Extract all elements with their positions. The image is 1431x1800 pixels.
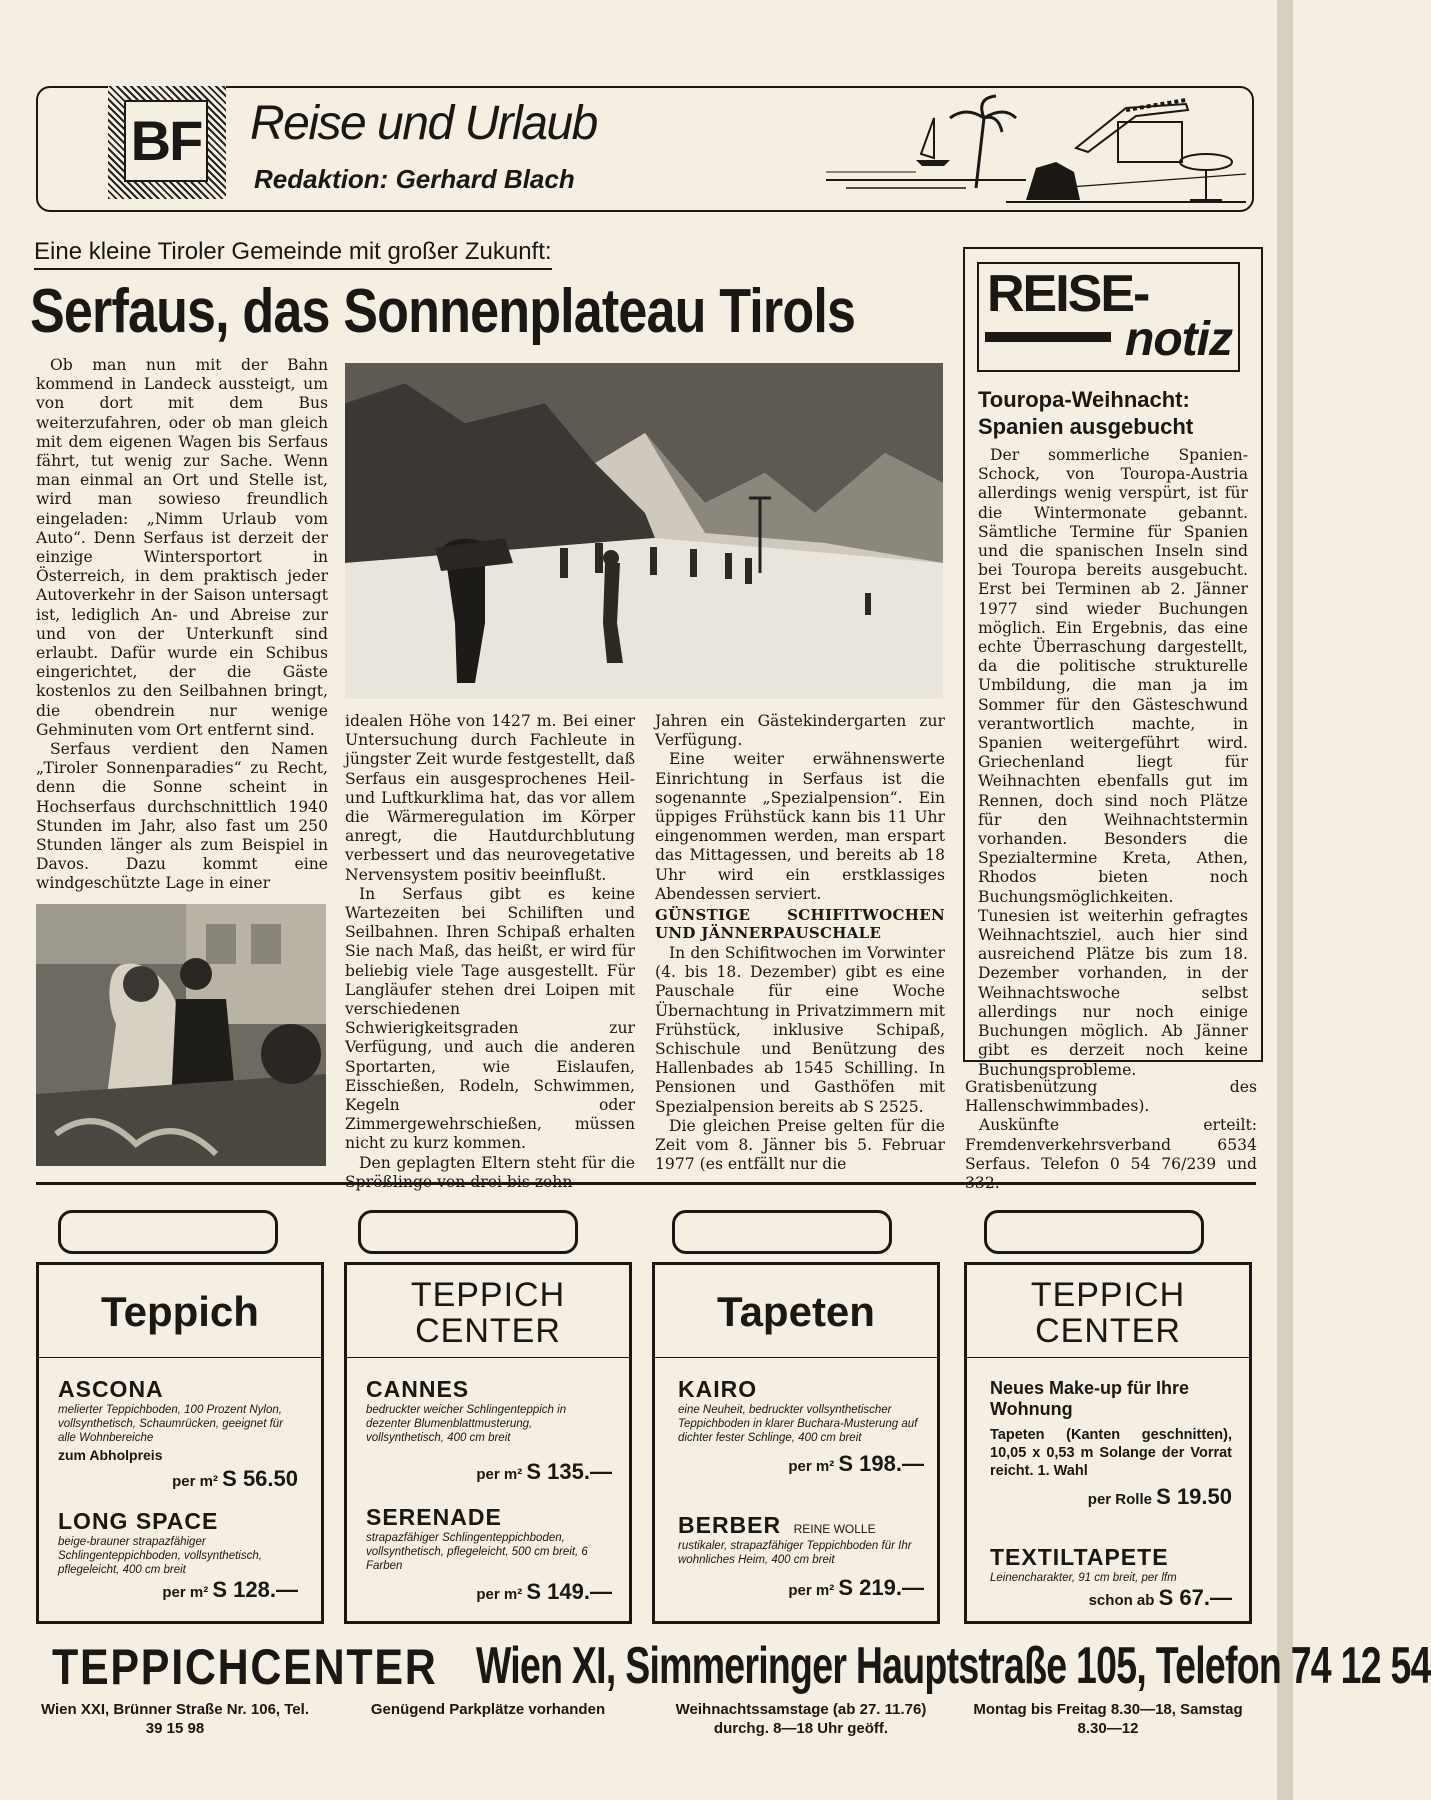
ad-ascona (58, 1376, 298, 1492)
product-name: TEXTILTAPETE (990, 1544, 1169, 1570)
notiz-logo-line2: notiz (1125, 313, 1232, 366)
skiers-photo (345, 363, 943, 699)
product-desc: rustikaler, strapazfähiger Teppichboden für Ihr wohnliches Heim, 400 cm breit (678, 1540, 912, 1566)
ad-textiltapete (990, 1544, 1232, 1611)
product-name: LONG SPACE (58, 1508, 219, 1534)
promo-title: Neues Make-up für Ihre Wohnung (990, 1378, 1190, 1419)
ad-label-tapeten: Tapeten (652, 1262, 940, 1360)
paragraph: In den Schifitwochen im Vorwinter (4. bis 18. Dezember) gibt es eine Pauschale für eine Woche Übernachtung in Privatzimmern mit Frühstück, inklusive Schipaß, Schischule und Benützung des Hallenbades ab 1545 Schilling. In Pensionen und Gasthöfen mit Spezialpension bereits ab S 2525. (655, 944, 945, 1116)
product-price: per m² S 149.— (476, 1579, 612, 1604)
product-price: per m² S 198.— (788, 1451, 924, 1476)
ad-kairo (678, 1376, 924, 1477)
ad-label-teppich-center (964, 1262, 1252, 1360)
paragraph: Eine weiter erwähnenswerte Einrichtung in Serfaus ist die sogenannte „Spezialpension“. Ein üppiges Frühstück kann bis 11 Uhr eingenommen werden, man erspart das Mittagessen, und bereits ab 18 Uhr wird ein erstklassiges Abendessen serviert. (655, 750, 945, 903)
product-name: CANNES (366, 1376, 470, 1402)
product-price: per m² S 135.— (476, 1459, 612, 1484)
ad-label-teppich-center (344, 1262, 632, 1360)
ad-berber (678, 1512, 924, 1601)
product-desc: melierter Teppichboden, 100 Prozent Nylon, vollsynthetisch, Schaumrücken, geeignet für alle Wohnbereiche (58, 1404, 284, 1444)
article-column-3 (655, 712, 945, 1174)
product-name: ASCONA (58, 1376, 164, 1402)
paragraph: Den geplagten Eltern steht für die Sprößlinge von drei bis zehn (345, 1153, 635, 1191)
product-name: BERBER (678, 1512, 782, 1538)
article-column-1 (36, 356, 328, 894)
paragraph: In Serfaus gibt es keine Wartezeiten bei Schiliften und Seilbahnen. Ihren Schipaß erhalten Sie nach Maß, das heißt, er wird für beliebig viele Tage ausgestellt. Für Langläufer stehen drei Loipen mit verschiedenen Schwierigkeitsgraden zur Verfügung, und auch die anderen Sportarten, wie Eislaufen, Eisschießen, Rodeln, Schwimmen, Kegeln oder Zimmergewehrschießen, müssen nicht zu kurz kommen. (345, 884, 635, 1153)
footer-opening-hours: Montag bis Freitag 8.30—18, Samstag 8.30—12 (973, 1701, 1243, 1737)
ad-long-space (58, 1508, 298, 1603)
ad-serenade (366, 1504, 612, 1605)
article-headline: Serfaus, das Sonnenplateau Tirols (30, 277, 856, 346)
footer-branch-address: Wien XXI, Brünner Straße Nr. 106, Tel. 39 15 98 (40, 1701, 309, 1737)
editor-credit: Redaktion: Gerhard Blach (254, 164, 575, 194)
article-column-4 (965, 1078, 1257, 1193)
article-kicker: Eine kleine Tiroler Gemeinde mit großer Zukunft: (34, 238, 552, 270)
paragraph: Auskünfte erteilt: Fremdenverkehrsverband 6534 Serfaus. Telefon 0 54 76/239 und 332. (965, 1116, 1257, 1193)
bf-logo (108, 86, 226, 199)
article-column-2 (345, 712, 635, 1192)
notiz-logo-bar (985, 332, 1111, 342)
label-line: TEPPICH (410, 1276, 566, 1314)
store-address: Wien XI, Simmeringer Hauptstraße 105, Telefon 74 12 54 (476, 1637, 1431, 1695)
label-line: CENTER (1035, 1312, 1181, 1350)
product-price: schon ab S 67.— (1088, 1585, 1232, 1610)
ad-cannes (366, 1376, 612, 1485)
ad-tapeten (990, 1378, 1232, 1510)
product-price: per m² S 56.50 (172, 1466, 298, 1491)
bf-logo-text: BF (124, 100, 208, 182)
paragraph: Jahren ein Gästekindergarten zur Verfügung. (655, 712, 945, 750)
footer-saturday-hours: Weihnachtssamstage (ab 27. 11.76) durchg. 8—18 Uhr geöff. (675, 1701, 927, 1737)
jar-lid (358, 1210, 578, 1254)
notiz-logo-line1: REISE- (987, 265, 1149, 323)
product-price: per Rolle S 19.50 (1087, 1484, 1232, 1509)
paragraph: Gratisbenützung des Hallenschwimmbades). (965, 1078, 1257, 1116)
product-tag: REINE WOLLE (793, 1522, 876, 1536)
product-desc: eine Neuheit, bedruckter vollsynthetischer Teppichboden in klarer Buchara-Musterung auf dichter fester Schlinge, 400 cm breit (678, 1404, 918, 1444)
product-desc: strapazfähiger Schlingenteppichboden, vollsynthetisch, pflegeleicht, 500 cm breit, 6 Farben (366, 1532, 588, 1572)
beach-scene-illustration (826, 88, 1250, 208)
paragraph: Die gleichen Preise gelten für die Zeit vom 8. Jänner bis 5. Februar 1977 (es entfällt nur die (655, 1116, 945, 1174)
product-price: per m² S 219.— (788, 1575, 924, 1600)
product-name: SERENADE (366, 1504, 502, 1530)
store-name: TEPPICHCENTER (52, 1639, 438, 1695)
product-desc: beige-brauner strapazfähiger Schlingenteppichboden, vollsynthetisch, pflegeleicht, 400 cm breit (58, 1536, 262, 1576)
section-title: Reise und Urlaub (250, 97, 597, 150)
product-name: KAIRO (678, 1376, 758, 1402)
paragraph: Ob man nun mit der Bahn kommend in Landeck aussteigt, um von dort mit dem Bus weiterzufahren, oder ob man gleich mit dem eigenen Wagen bis Serfaus fährt, tut wenig zur Sache. Wenn man einmal an Ort und Stelle ist, wird man sowieso freundlich eingeladen: „Nimm Urlaub vom Auto“. Denn Serfaus ist derzeit der einzige Wintersportort in Österreich, in dem praktisch jeder Autoverkehr in der Saison untersagt ist, lediglich An- und Abreise zur und von der Unterkunft sind erlaubt. Dafür wurde ein Schibus eingerichtet, der die Gäste kostenlos zu den Seilbahnen bringt, die obendrein nur wenige Gehminuten vom Ort entfernt sind. (36, 356, 328, 739)
jar-lid (672, 1210, 892, 1254)
product-desc: Leinencharakter, 91 cm breit, per lfm (990, 1572, 1177, 1584)
label-line: TEPPICH (1030, 1276, 1186, 1314)
promo-text: Tapeten (Kanten geschnitten), 10,05 x 0,53 m Solange der Vorrat reicht. 1. Wahl (990, 1427, 1232, 1479)
notiz-body (978, 446, 1248, 1080)
paragraph: Der sommerliche Spanien-Schock, von Touropa-Austria allerdings wenig verspürt, ist für die Wintermonate gebannt. Sämtliche Termine für Spanien und die spanischen Inseln sind bei Touropa bereits ausgebucht. Erst bei Terminen ab 2. Jänner 1977 sind wieder Buchungen möglich. Ein Ergebnis, das eine echte Überraschung dargestellt, da die politische strukturelle Umbildung, die man ja im Sommer für den Gästeschwund verantwortlich machte, in Spanien weitergeführt wird. Griechenland liegt für Weihnachten ebenfalls gut im Rennen, doch sind noch Plätze für den Weihnachtstermin vorhanden. Besonders die Spezialtermine Kreta, Athen, Rhodos bieten noch Buchungsmöglichkeiten. Tunesien ist weiterhin gefragtes Weihnachtsziel, auch hier sind ausreichend Plätze bis zum 18. Dezember vorhanden, in der Weihnachtswoche selbst allerdings nur noch einige Buchungen möglich. Ab Jänner gibt es derzeit noch keine Buchungsprobleme. (978, 446, 1248, 1079)
label-line: CENTER (415, 1312, 561, 1350)
jar-lid (984, 1210, 1204, 1254)
paragraph: Serfaus verdient den Namen „Tiroler Sonnenparadies“ zu Recht, denn die Sonne scheint in Hochserfaus durchschnittlich 1940 Stunden im Jahr, also fast um 250 Stunden länger als zum Beispiel in Davos. Dazu kommt eine windgeschützte Lage in einer (36, 740, 328, 893)
section-divider (36, 1182, 1256, 1185)
page-edge-shadow (1277, 0, 1293, 1800)
footer-parking: Genügend Parkplätze vorhanden (370, 1701, 606, 1718)
product-price: per m² S 128.— (162, 1577, 298, 1602)
product-note: zum Abholpreis (58, 1447, 163, 1463)
ad-label-teppich: Teppich (36, 1262, 324, 1360)
reise-notiz-logo (977, 262, 1240, 372)
paragraph: idealen Höhe von 1427 m. Bei einer Untersuchung durch Fachleute in jüngster Zeit wurde festgestellt, daß Serfaus ein ausgesprochenes Heil- und Luftkurklima hat, das vor allem die Wärmeregulation im Körper anregt, die Hautdurchblutung verbessert und das neurovegetative Nervensystem positiv beeinflußt. (345, 712, 635, 884)
product-desc: bedruckter weicher Schlingenteppich in dezenter Blumenblattmusterung, vollsynthetisch, 400 cm breit (366, 1404, 567, 1444)
jar-lid (58, 1210, 278, 1254)
article-subheading: GÜNSTIGE SCHIFITWOCHEN UND JÄNNERPAUSCHALE (655, 906, 945, 943)
notiz-title: Touropa-Weihnacht: Spanien ausgebucht (978, 387, 1194, 439)
cafe-people-photo (36, 904, 326, 1166)
